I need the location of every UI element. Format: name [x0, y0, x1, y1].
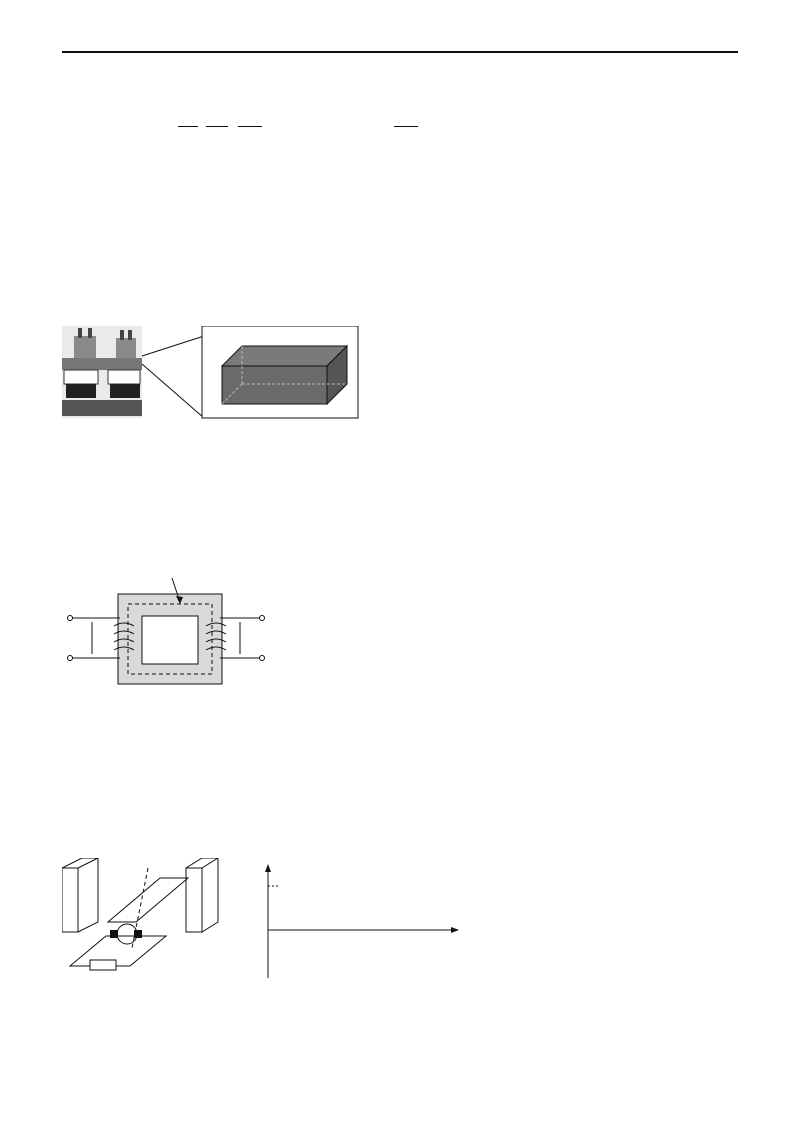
transformer-photo: [62, 326, 204, 418]
voltage-graph-yi: [240, 858, 470, 1000]
core-front-view-figure: [62, 556, 272, 698]
fraction-bar: [238, 126, 262, 127]
generator-figure-jia: [62, 858, 222, 1000]
cuboid: [202, 326, 358, 418]
header-rule: [62, 51, 738, 53]
fraction-bar: [206, 126, 228, 127]
transformer-figure: [62, 326, 362, 420]
fraction-bar: [178, 126, 198, 127]
fraction-bar: [394, 126, 418, 127]
